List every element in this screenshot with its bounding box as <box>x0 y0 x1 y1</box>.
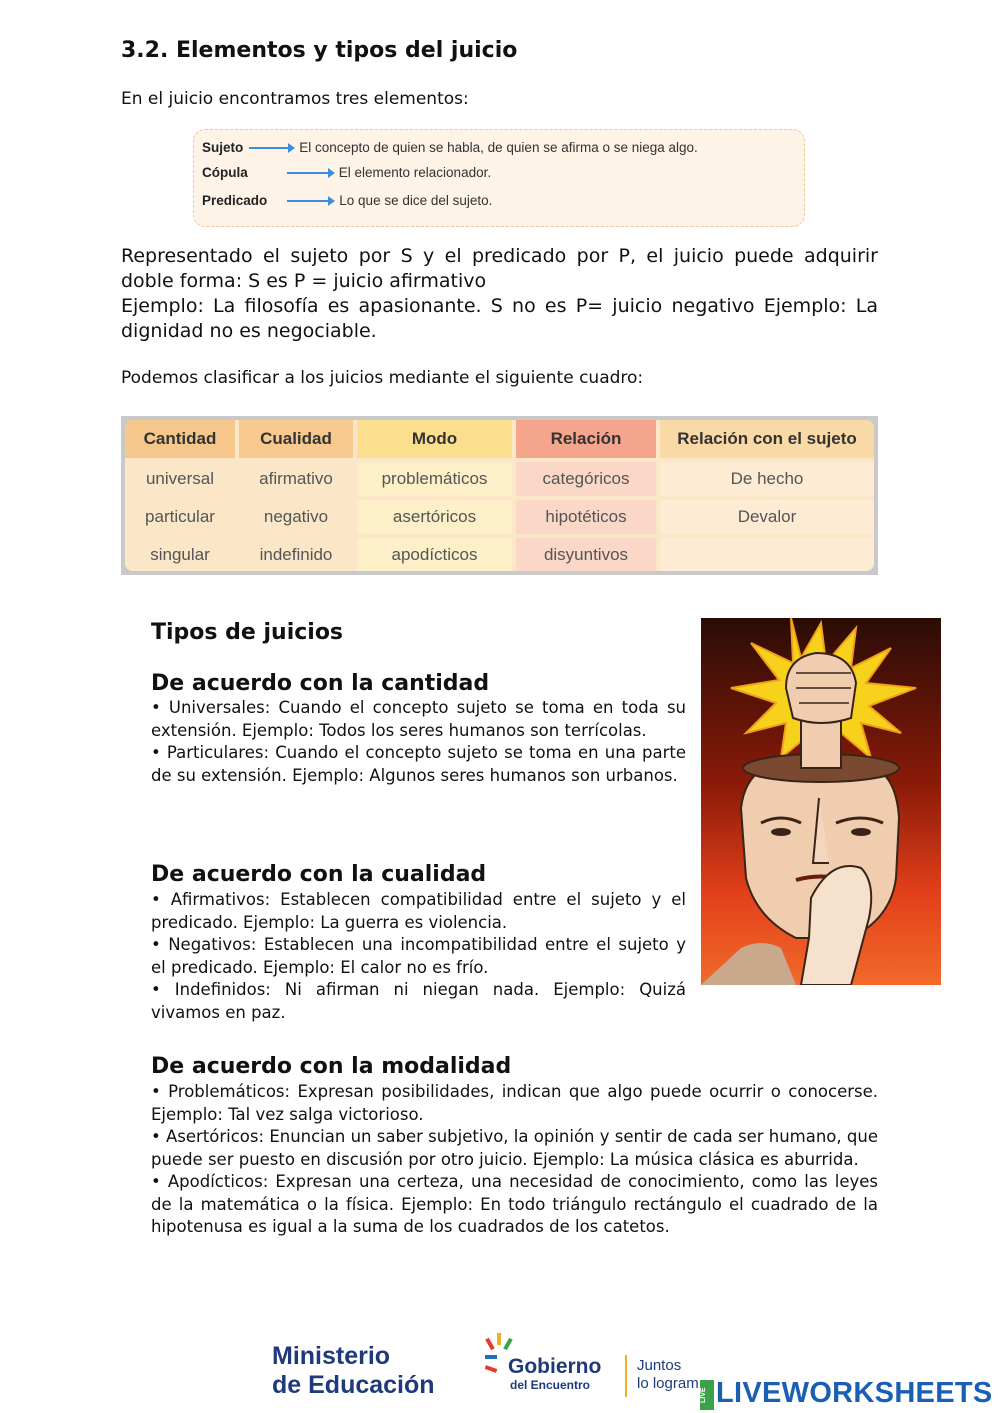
table-cell: negativo <box>239 500 353 534</box>
table-cell: indefinido <box>239 538 353 571</box>
table-cell: problemáticos <box>357 462 512 496</box>
table-cell: afirmativo <box>239 462 353 496</box>
table-column-relacion <box>516 420 656 571</box>
element-label: Predicado <box>202 193 268 208</box>
list-item: • Negativos: Establecen una incompatibilidad entre el sujeto y el predicado. Ejemplo: El calor no es frío. <box>151 935 686 977</box>
arrow-icon <box>249 147 293 149</box>
juntos-slogan <box>637 1357 699 1393</box>
ministerio-logo <box>272 1342 435 1400</box>
heading-cantidad: De acuerdo con la cantidad <box>151 671 490 696</box>
element-desc: El concepto de quien se habla, de quien se afirma o se niega algo. <box>299 140 698 155</box>
list-item: • Particulares: Cuando el concepto sujeto se toma en una parte de su extensión. Ejemplo: Algunos seres humanos son urbanos. <box>151 743 686 785</box>
heading-modalidad: De acuerdo con la modalidad <box>151 1054 512 1079</box>
element-desc: Lo que se dice del sujeto. <box>339 193 493 208</box>
representation-line-1: Representado el sujeto por S y el predicado por P, el juicio puede adquirir doble forma: S es P = juicio afirmativo <box>121 245 878 292</box>
thinking-head-illustration <box>701 618 941 985</box>
table-cell: De hecho <box>660 462 874 496</box>
section-title: 3.2. Elementos y tipos del juicio <box>121 38 518 63</box>
table-header: Modo <box>357 420 512 458</box>
table-cell: particular <box>125 500 235 534</box>
element-desc: El elemento relacionador. <box>338 165 492 180</box>
arrow-icon <box>287 172 333 174</box>
elements-box <box>193 129 805 227</box>
table-cell: apodícticos <box>357 538 512 571</box>
list-item: • Indefinidos: Ni afirman ni niegan nada. Ejemplo: Quizá vivamos en paz. <box>151 980 686 1022</box>
element-label: Cópula <box>202 165 248 180</box>
modalidad-list <box>151 1081 878 1239</box>
list-item: • Universales: Cuando el concepto sujeto se toma en toda su extensión. Ejemplo: Todos los seres humanos son terrícolas. <box>151 698 686 740</box>
live-badge-icon: LIVE <box>700 1380 714 1410</box>
table-column-relacion-sujeto <box>660 420 874 571</box>
gobierno-text: Gobierno <box>508 1355 602 1378</box>
arrow-icon <box>287 200 333 202</box>
table-cell: disyuntivos <box>516 538 656 571</box>
list-item: • Problemáticos: Expresan posibilidades, indican que algo puede ocurrir o conocerse. Ejemplo: Tal vez salga victorioso. <box>151 1082 878 1124</box>
table-cell: universal <box>125 462 235 496</box>
ministerio-line-1: Ministerio <box>272 1342 391 1370</box>
juntos-line-2: lo logram <box>637 1375 699 1392</box>
element-row-predicado <box>202 193 492 208</box>
table-cell: asertóricos <box>357 500 512 534</box>
representation-line-2: Ejemplo: La filosofía es apasionante. S no es P= juicio negativo Ejemplo: La dignidad no es negociable. <box>121 295 878 342</box>
table-cell: Devalor <box>660 500 874 534</box>
intro-text: En el juicio encontramos tres elementos: <box>121 89 469 109</box>
representation-paragraph <box>121 244 878 344</box>
heading-cualidad: De acuerdo con la cualidad <box>151 862 487 887</box>
del-encuentro-text: del Encuentro <box>510 1378 591 1392</box>
table-header: Relación <box>516 420 656 458</box>
types-title: Tipos de juicios <box>151 620 344 645</box>
footer-divider <box>625 1355 627 1397</box>
element-row-copula <box>202 165 491 180</box>
cantidad-list <box>151 697 686 787</box>
table-cell: hipotéticos <box>516 500 656 534</box>
list-item: • Asertóricos: Enuncian un saber subjetivo, la opinión y sentir de cada ser humano, que puede ser puesto en discusión por otro juicio. Ejemplo: La música clásica es aburrida. <box>151 1127 878 1169</box>
table-cell: singular <box>125 538 235 571</box>
table-header: Cualidad <box>239 420 353 458</box>
gobierno-logo <box>508 1356 601 1392</box>
table-column-cantidad <box>125 420 235 571</box>
cualidad-list <box>151 889 686 1024</box>
table-header: Relación con el sujeto <box>660 420 874 458</box>
table-column-modo <box>357 420 512 571</box>
element-row-sujeto <box>202 140 698 155</box>
classify-intro: Podemos clasificar a los juicios mediante el siguiente cuadro: <box>121 368 644 388</box>
table-column-cualidad <box>239 420 353 571</box>
table-header: Cantidad <box>125 420 235 458</box>
ministerio-line-2: de Educación <box>272 1371 435 1399</box>
classification-table <box>121 416 878 575</box>
list-item: • Apodícticos: Expresan una certeza, una necesidad de conocimiento, como las leyes de la matemática o la física. Ejemplo: En todo triángulo rectángulo el cuadrado de la hipotenusa es igual a la suma de los cuadrados de los catetos. <box>151 1172 878 1236</box>
liveworksheets-logo[interactable]: LIVEWORKSHEETS <box>716 1377 993 1409</box>
list-item: • Afirmativos: Establecen compatibilidad entre el sujeto y el predicado. Ejemplo: La guerra es violencia. <box>151 890 686 932</box>
table-cell: categóricos <box>516 462 656 496</box>
table-cell <box>660 538 874 571</box>
juntos-line-1: Juntos <box>637 1357 682 1374</box>
element-label: Sujeto <box>202 140 244 155</box>
